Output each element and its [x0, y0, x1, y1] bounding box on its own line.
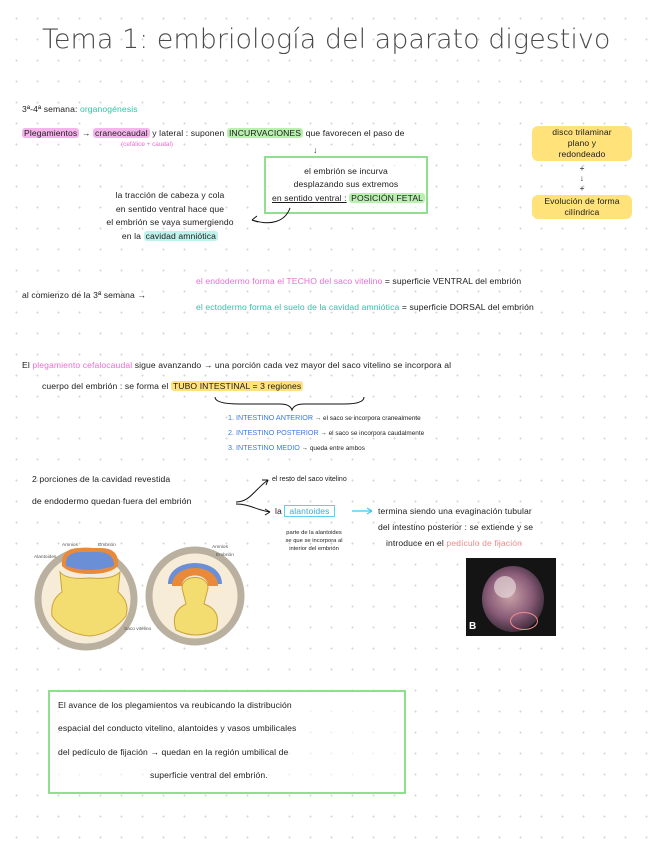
s3-l1a: El	[22, 360, 30, 370]
traction-l4a: en la	[121, 230, 142, 241]
third-week-intro: al comienzo de la 3ª semana →	[22, 290, 147, 300]
s3-l1c: sigue avanzando → una porción cada vez mayor del saco vitelino se incorpora al	[134, 360, 452, 370]
summary-box	[48, 690, 406, 794]
portions-l2: de endodermo quedan fuera del embrión	[32, 496, 192, 506]
region-posterior-desc: → el saco se incorpora caudalmente	[320, 430, 425, 437]
region-medio-label: 3. INTESTINO MEDIO	[228, 443, 300, 452]
s3-l2a: cuerpo del embrión : se forma el	[42, 381, 169, 391]
summary-l3: del pedículo de fijación → quedan en la región umbilical de	[58, 747, 289, 757]
photo-embryo-head	[494, 576, 516, 598]
evagination-l2: del intestino posterior : se extiende y se	[378, 522, 534, 532]
fig1-label-amnios: Amnios	[62, 543, 78, 548]
right-l1: disco trilaminar	[552, 127, 612, 137]
summary-l2: espacial del conducto vitelino, alantoides y vasos umbilicales	[58, 723, 297, 733]
embryo-photo	[466, 558, 556, 636]
fig1-label-saco: Saco vitelino	[124, 627, 152, 632]
incurvaciones-term: INCURVACIONES	[228, 128, 302, 138]
summary-l4: superficie ventral del embrión.	[150, 770, 268, 780]
region-anterior-desc: → el saco se incorpora cranealmente	[314, 415, 421, 422]
embryo-diagram-2	[149, 550, 241, 642]
note-l3: interior del embrión	[289, 546, 339, 552]
summary-l1: El avance de los plegamientos va reubicando la distribución	[58, 700, 292, 710]
dorsal-surface-text: = superficie DORSAL del embrión	[401, 302, 534, 312]
row1-end: que favorecen el paso de	[305, 128, 405, 138]
evagination-l3a: introduce en el	[386, 538, 444, 548]
region-posterior-label: 2. INTESTINO POSTERIOR	[228, 428, 319, 437]
right-l3: redondeado	[558, 149, 606, 159]
row1-rest: y lateral : suponen	[152, 128, 225, 138]
pedicle-term: pedículo de fijación	[446, 538, 522, 548]
craneocaudal-term: craneocaudal	[94, 128, 148, 138]
right-l4: Evolución de forma	[544, 196, 620, 206]
note-l1: parte de la alantoides	[286, 530, 342, 536]
alantoides-article: la	[275, 506, 282, 516]
alantoides-term: alantoides	[284, 505, 334, 517]
fetal-position-term: POSICIÓN FETAL	[351, 193, 424, 203]
traction-l2: en sentido ventral hace que	[115, 203, 225, 214]
right-l2: plano y	[567, 138, 597, 148]
ectoderm-text: el ectodermo forma el suelo de la cavidad amniótica	[196, 302, 400, 312]
page-title: Tema 1: embriología del aparato digestivo	[42, 24, 611, 55]
week-label: 3ª-4ª semana:	[22, 104, 78, 114]
fig2-label-embrion: Embrión	[216, 553, 234, 558]
down-arrow-icon: ↓	[313, 145, 318, 155]
fig1-label-embrion: Embrión	[98, 543, 116, 548]
fig1-label-alantoides: Alantoides	[34, 555, 57, 560]
craneo-note: (cefálico + caudal)	[121, 141, 174, 148]
region-medio-desc: → queda entre ambos	[301, 445, 365, 452]
arrow-icon: →	[81, 128, 91, 138]
down-arrow-icon: + ↓ +	[579, 163, 585, 193]
box-l2: desplazando sus extremos	[293, 179, 399, 189]
box-l3a: en sentido ventral :	[272, 193, 347, 203]
note-l2: se que se incorpora al	[285, 538, 343, 544]
portions-l1: 2 porciones de la cavidad revestida	[32, 474, 171, 484]
cephalocaudal-term: plegamiento cefalocaudal	[32, 360, 133, 370]
traction-l1: la tracción de cabeza y cola	[115, 190, 225, 200]
evagination-l1: termina siendo una evaginación tubular	[378, 506, 532, 516]
ventral-surface-text: = superficie VENTRAL del embrión	[384, 276, 522, 286]
amniotic-cavity-term: cavidad amniótica	[145, 230, 217, 241]
traction-l3: el embrión se vaya sumergiendo	[106, 217, 234, 227]
endoderm-text: el endodermo forma el TECHO del saco vitelino	[196, 276, 383, 286]
fig2-label-amnios: Amnios	[212, 545, 228, 550]
week-term: organogénesis	[79, 104, 138, 114]
embryo-diagram-1	[38, 548, 134, 647]
plegamientos-term: Plegamientos	[24, 128, 78, 138]
photo-letter: B	[469, 621, 477, 632]
pedicle-circle	[510, 612, 538, 630]
intestinal-tube-term: TUBO INTESTINAL = 3 regiones	[172, 381, 302, 391]
right-l5: cilíndrica	[564, 207, 600, 217]
region-anterior-label: 1. INTESTINO ANTERIOR	[228, 413, 314, 422]
yolk-sac-rest: el resto del saco vitelino	[272, 476, 347, 483]
box-l1: el embrión se incurva	[304, 166, 388, 176]
